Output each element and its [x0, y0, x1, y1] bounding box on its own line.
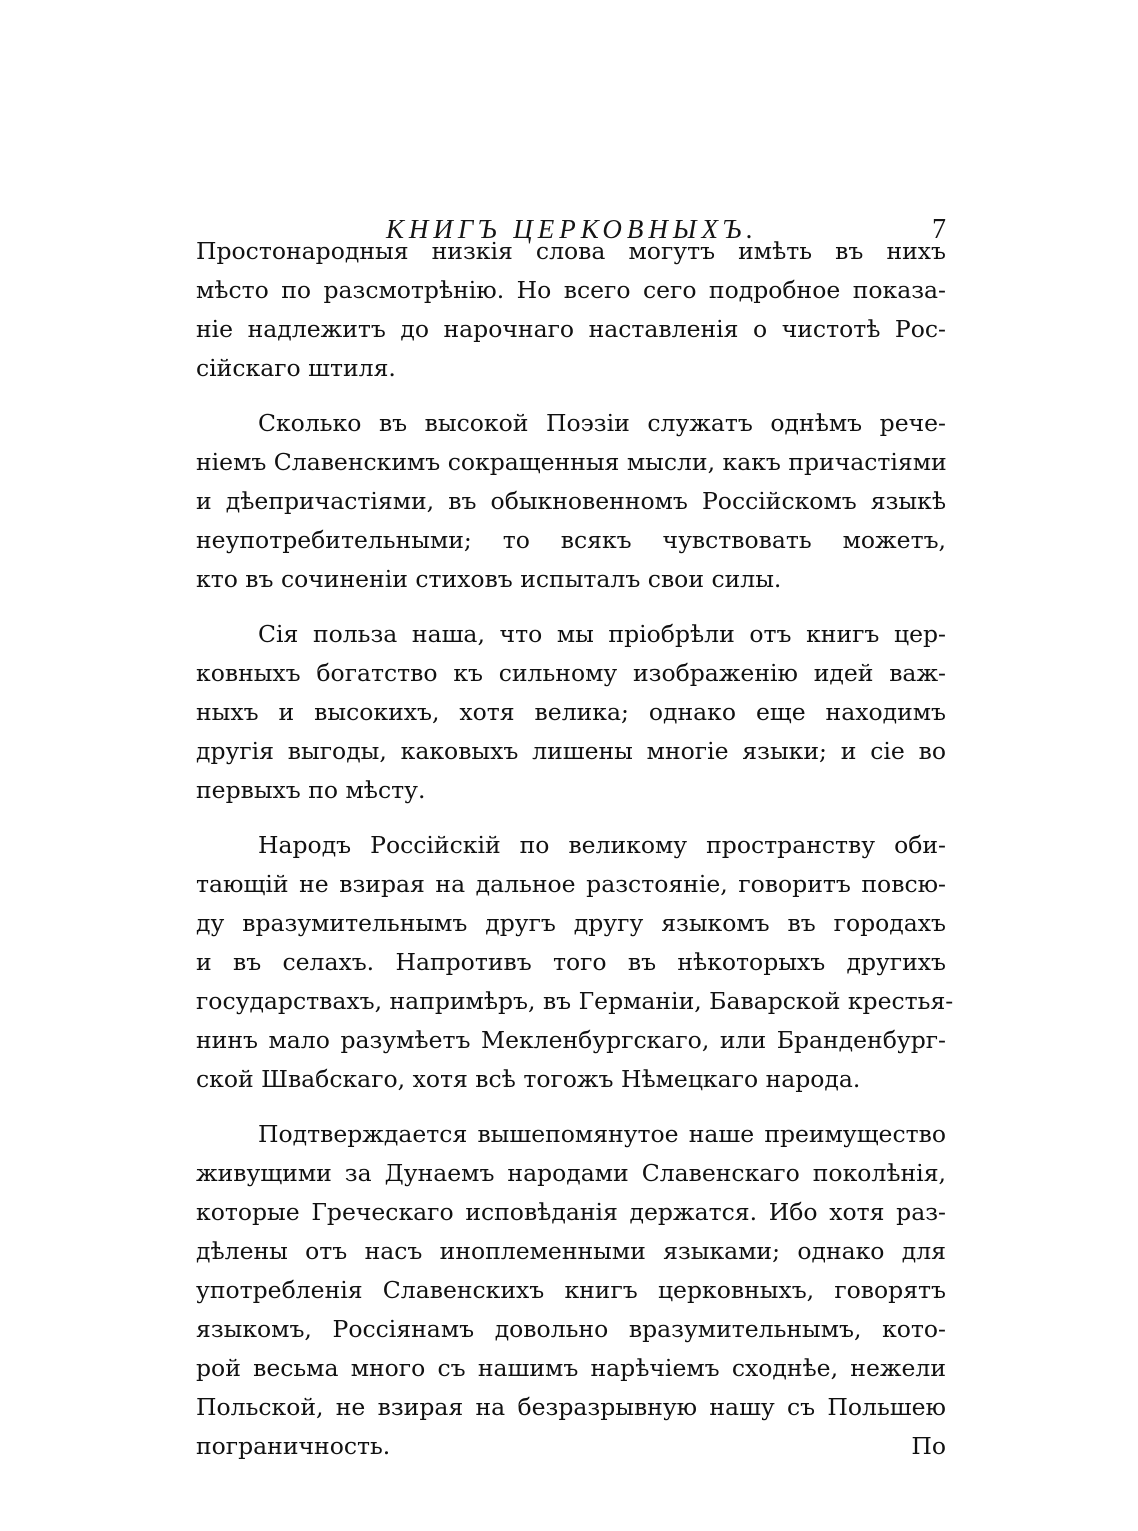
text-line: Сія польза наша, что мы пріобрѣли отъ книгъ цер- [258, 620, 946, 648]
paragraph [196, 826, 954, 1099]
text-line: дѣлены отъ насъ иноплеменными языками; однако для [196, 1237, 946, 1265]
text-line-with-catchword [196, 1427, 946, 1466]
paragraph-gap [196, 599, 946, 615]
text-line: неупотребительными; то всякъ чувствовать можетъ, [196, 526, 946, 554]
text-line: и дѣепричастіями, въ обыкновенномъ Россійскомъ языкѣ [196, 487, 946, 515]
text-line: ніемъ Славенскимъ сокращенныя мысли, какъ причастіями [196, 448, 947, 476]
paragraph [196, 615, 946, 810]
text-line: ныхъ и высокихъ, хотя велика; однако еще находимъ [196, 698, 946, 726]
text-line: употребленія Славенскихъ книгъ церковныхъ, говорятъ [196, 1276, 946, 1304]
text-line: ской Швабскаго, хотя всѣ тогожъ Нѣмецкаго народа. [196, 1065, 861, 1093]
text-line: ду вразумительнымъ другъ другу языкомъ въ городахъ [196, 909, 946, 937]
text-line: языкомъ, Россіянамъ довольно вразумительнымъ, кото- [196, 1315, 946, 1343]
text-line: рой весьма много съ нашимъ нарѣчіемъ сходнѣе, нежели [196, 1354, 946, 1382]
text-line: Народъ Россійскій по великому пространству оби- [258, 831, 946, 859]
paragraph [196, 1115, 946, 1466]
text-line: Сколько въ высокой Поэзіи служатъ однѣмъ рече- [258, 409, 946, 437]
text-line: пограничность. [196, 1432, 391, 1460]
running-head: КНИГЪ ЦЕРКОВНЫХЪ. [386, 214, 758, 244]
text-line: мѣсто по разсмотрѣнію. Но всего сего подробное показа- [196, 276, 946, 304]
text-line: ковныхъ богатство къ сильному изображенію идей важ- [196, 659, 946, 687]
catchword: По [911, 1432, 946, 1460]
text-line: нинъ мало разумѣетъ Мекленбургскаго, или Бранденбург- [196, 1026, 946, 1054]
paragraph-gap [196, 1099, 946, 1115]
paragraph [196, 404, 946, 599]
text-line: ніе надлежитъ до нарочнаго наставленія о чистотѣ Рос- [196, 315, 946, 343]
text-line: другія выгоды, каковыхъ лишены многіе языки; и сіе во [196, 737, 946, 765]
text-line: сійскаго штиля. [196, 354, 396, 382]
text-line: Подтверждается вышепомянутое наше преимущество [258, 1120, 946, 1148]
paragraph [196, 232, 946, 388]
page-number: 7 [932, 214, 946, 245]
text-line: кто въ сочиненіи стиховъ испыталъ свои силы. [196, 565, 782, 593]
text-line: и въ селахъ. Напротивъ того въ нѣкоторыхъ другихъ [196, 948, 946, 976]
text-line: которые Греческаго исповѣданія держатся. Ибо хотя раз- [196, 1198, 946, 1226]
text-line: живущими за Дунаемъ народами Славенскаго поколѣнія, [196, 1159, 946, 1187]
text-line: государствахъ, напримѣръ, въ Германіи, Баварской крестья- [196, 987, 954, 1015]
text-line: тающій не взирая на дальное разстояніе, говоритъ повсю- [196, 870, 946, 898]
paragraph-gap [196, 388, 946, 404]
body-text [196, 232, 954, 1466]
text-line: Простонародныя низкія слова могутъ имѣть въ нихъ [196, 237, 946, 265]
text-line: первыхъ по мѣсту. [196, 776, 426, 804]
text-line: Польской, не взирая на безразрывную нашу съ Польшею [196, 1393, 946, 1421]
paragraph-gap [196, 810, 946, 826]
